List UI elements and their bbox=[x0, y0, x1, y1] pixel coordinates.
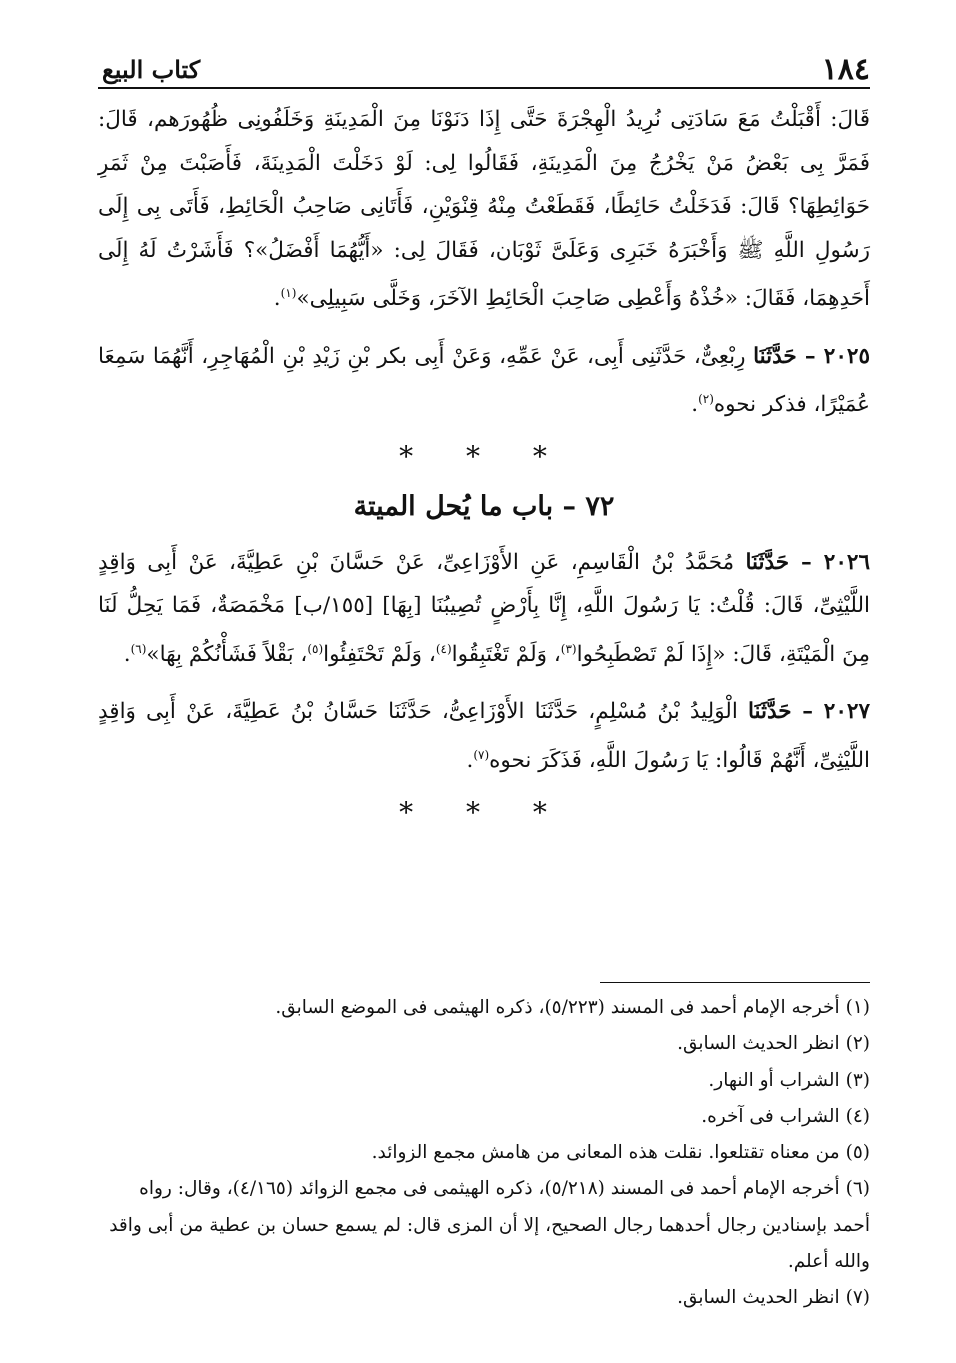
page-number: ١٨٤ bbox=[821, 52, 870, 87]
footnote bbox=[98, 1280, 870, 1316]
footnote-number: (٣) bbox=[845, 1069, 870, 1091]
hadith-lead: حَدَّثَنَا bbox=[753, 343, 797, 369]
header-rule bbox=[98, 87, 870, 89]
footnote-ref: (٢) bbox=[698, 392, 714, 407]
hadith-2027 bbox=[98, 690, 870, 782]
section-separator: * * * bbox=[399, 439, 569, 473]
footnote-number: (٤) bbox=[845, 1105, 870, 1127]
footnote-text: من معناه تقتلعوا. نقلت هذه المعانى من هامش مجمع الزوائد. bbox=[371, 1142, 840, 1164]
hadith-2025 bbox=[98, 335, 870, 427]
footnote-text: أخرجه الإمام أحمد فى المسند (٥/٢١٨)، ذكره الهيثمى فى مجمع الزوائد (٤/١٦٥)، وقال: رواه أحمد بإسنادين رجال أحدهما رجال الصحيح، إلا أن المزى قال: لم يسمع حسان بن عطية من أبى واقد والله أعلم. bbox=[109, 1178, 870, 1273]
footnote-text: أخرجه الإمام أحمد فى المسند (٥/٢٢٣)، ذكره الهيثمى فى الموضع السابق. bbox=[275, 997, 840, 1018]
footnote-ref: (٣) bbox=[560, 641, 577, 656]
footnote bbox=[98, 1099, 870, 1135]
period: . bbox=[691, 392, 699, 418]
footnote-ref: (١) bbox=[280, 286, 297, 300]
hadith-lead: حَدَّثَنَا bbox=[745, 549, 790, 575]
dash: – bbox=[789, 549, 824, 575]
footnote-text: الشراب فى آخره. bbox=[701, 1105, 840, 1127]
hadith-text: رِبْعِىٌّ، حَدَّثَنِى أَبِى، عَنْ عَمِّهِ، وَعَنْ أَبِى بكر بْنِ زَيْدِ بْنِ الْمُهَاجِرِ، أَنَّهُمَا سَمِعَا عُمَيْرًا، فذكر نحوه bbox=[98, 343, 870, 418]
footnote-number: (٥) bbox=[845, 1142, 870, 1164]
hadith-2026 bbox=[98, 541, 870, 677]
period: . bbox=[273, 286, 281, 312]
hadith-lead: حَدَّثَنَا bbox=[747, 699, 792, 725]
footnote-ref: (٤) bbox=[435, 641, 452, 656]
hadith-number: ٢٠٢٥ bbox=[823, 343, 870, 369]
footnote-number: (٦) bbox=[845, 1178, 870, 1200]
hadith-number: ٢٠٢٦ bbox=[823, 549, 870, 575]
hadith-text: مُحَمَّدُ بْنُ الْقَاسِمِ، عَنِ الأَوْزَاعِىِّ، عَنْ حَسَّانَ بْنِ عَطِيَّةَ، عَنْ أَبِى وَاقِدٍ اللَّيْثِىِّ، قَالَ: قُلْتُ: يَا رَسُولَ اللَّهِ، إِنَّا بِأَرْضٍ تُصِيبُنَا [بِهَا] [١٥٥/ب] مَخْمَصَةٌ، فَمَا يَحِلُّ لَنَا مِنَ الْمَيْتَةِ، قَالَ: «إِذَا لَمْ تَصْطَبِحُوا bbox=[98, 549, 870, 667]
hadith-text: الْوَلِيدُ بْنُ مُسْلِمٍ، حَدَّثَنَا الأَوْزَاعِىُّ، حَدَّثَنَا حَسَّانُ بْنُ عَطِيَّةَ، عَنْ أَبِى وَاقِدٍ اللَّيْثِىِّ، أَنَّهُمْ قَالُوا: يَا رَسُولَ اللَّهِ، فَذَكَرَ نحوه bbox=[98, 699, 870, 774]
footnote-text: انظر الحديث السابق. bbox=[677, 1287, 840, 1309]
footnote-ref: (٧) bbox=[473, 747, 490, 762]
hadith-text: ، بَقْلاً فَشَأْنُكُمْ بِهَا» bbox=[146, 641, 308, 667]
footnote bbox=[98, 1135, 870, 1171]
hadith-text: ، وَلَمْ تَغْتَبِقُوا bbox=[451, 641, 561, 667]
period: . bbox=[123, 641, 131, 667]
hadith-number: ٢٠٢٧ bbox=[823, 699, 870, 725]
footnote-text: الشراب أو النهار. bbox=[708, 1069, 840, 1091]
main-text bbox=[98, 98, 870, 839]
footnote-number: (٢) bbox=[845, 1033, 870, 1055]
footnote bbox=[98, 1063, 870, 1099]
page-header bbox=[102, 52, 870, 88]
running-title: كتاب البيع bbox=[102, 55, 201, 84]
paragraph-text: قَالَ: أَقْبَلْتُ مَعَ سَادَتِى نُرِيدُ الْهِجْرَةَ حَتَّى إِذَا دَنَوْنَا مِنَ الْمَدِينَةِ وَخَلَفُونِى ظُهُورَهم، قَالَ: فَمَرَّ بِى بَعْضُ مَنْ يَخْرُجُ مِنَ الْمَدِينَةِ، فَقَالُوا لِى: لَوْ دَخَلْتَ الْمَدِينَةَ، فَأَصَبْتَ مِنْ ثَمَرِ حَوَائِطِهَا؟ قَالَ: فَدَخَلْتُ حَائِطًا، فَقَطَعْتُ مِنْهُ قِنْوَيْنِ، فَأَتَانِى صَاحِبُ الْحَائِطِ، فَأَتَى بِى إِلَى رَسُولِ اللَّهِ ﷺ وَأَخْبَرَهُ خَبَرِى وَعَلَىَّ ثَوْبَان، فَقَالَ لِى: «أَيُّهُمَا أَفْضَلُ»؟ فَأَشَرْتُ لَهُ إِلَى أَحَدِهِمَا، فَقَالَ: «خُذْهُ وَأَعْطِى صَاحِبَ الْحَائِطِ الآخَرَ، وَخَلَّى سَبِيلِى» bbox=[98, 107, 870, 312]
dash: – bbox=[796, 343, 824, 369]
footnotes bbox=[98, 990, 870, 1317]
footnote-ref: (٥) bbox=[307, 641, 324, 656]
footnote bbox=[98, 990, 870, 1026]
footnote-ref: (٦) bbox=[130, 641, 147, 656]
paragraph-continuation bbox=[98, 98, 870, 321]
section-separator: * * * bbox=[399, 795, 569, 829]
footnote bbox=[98, 1026, 870, 1062]
footnote bbox=[98, 1171, 870, 1280]
footnote-rule bbox=[600, 982, 870, 983]
hadith-text: ، وَلَمْ تَحْتَفِئُوا bbox=[323, 641, 436, 667]
chapter-title: ٧٢ – باب ما يُحل الميتة bbox=[353, 490, 615, 522]
footnote-number: (٧) bbox=[845, 1287, 870, 1309]
dash: – bbox=[791, 699, 824, 725]
footnote-number: (١) bbox=[845, 997, 870, 1018]
period: . bbox=[466, 748, 474, 774]
footnote-text: انظر الحديث السابق. bbox=[677, 1033, 840, 1055]
